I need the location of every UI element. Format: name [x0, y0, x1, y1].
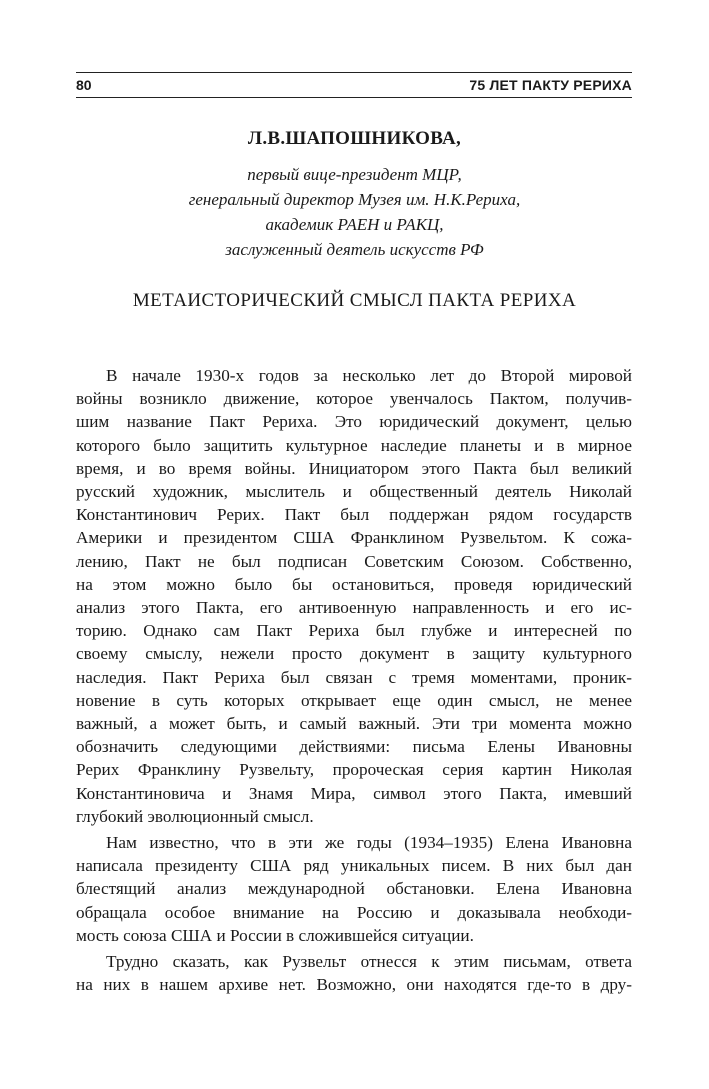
text-line: Константинович Рерих. Пакт был поддержан рядом государств	[76, 505, 632, 525]
paragraph	[76, 364, 632, 828]
text-line: В начале 1930-х годов за несколько лет до Второй мировой	[106, 366, 632, 385]
text-line: шим название Пакт Рериха. Это юридический документ, целью	[76, 412, 632, 432]
text-line: новение в суть которых открывает еще один смысл, не менее	[76, 690, 632, 710]
author-roles	[0, 162, 709, 262]
author-role: первый вице-президент МЦР,	[247, 165, 462, 184]
page-number: 80	[76, 77, 92, 93]
text-line: торию. Однако сам Пакт Рериха был глубже и интересней по	[76, 621, 632, 641]
author-role: генеральный директор Музея им. Н.К.Рериха,	[188, 190, 521, 209]
text-line: обозначить следующими действиями: письма Елены Ивановны	[76, 737, 632, 757]
running-title: 75 ЛЕТ ПАКТУ РЕРИХА	[469, 77, 632, 93]
running-header	[76, 72, 632, 98]
text-line: наследия. Пакт Рериха был связан с тремя моментами, проник-	[76, 667, 632, 687]
text-line: важный, а может быть, и самый важный. Эти три момента можно	[76, 714, 632, 734]
text-line: русский художник, мыслитель и общественный деятель Николай	[76, 482, 632, 502]
text-line: войны возникло движение, которое увенчалось Пактом, получив-	[76, 389, 632, 409]
text-line: глубокий эволюционный смысл.	[76, 806, 314, 826]
text-line: лению, Пакт не был подписан Советским Союзом. Собственно,	[76, 551, 632, 571]
text-line: время, и во время войны. Инициатором этого Пакта был великий	[76, 458, 632, 478]
text-line: своему смыслу, нежели просто документ в защиту культурного	[76, 644, 632, 664]
text-line: написала президенту США ряд уникальных писем. В них был дан	[76, 856, 632, 876]
text-line: на этом можно было бы остановиться, проведя юридический	[76, 574, 632, 594]
text-line: мость союза США и России в сложившейся ситуации.	[76, 925, 474, 945]
text-line: Рерих Франклину Рузвельту, пророческая серия картин Николая	[76, 760, 632, 780]
paragraph	[76, 950, 632, 996]
text-line: обращала особое внимание на Россию и доказывала необходи-	[76, 902, 632, 922]
text-line: на них в нашем архиве нет. Возможно, они находятся где-то в дру-	[76, 975, 632, 995]
text-line: блестящий анализ международной обстановки. Елена Ивановна	[76, 879, 632, 899]
text-line: Трудно сказать, как Рузвельт отнесся к этим письмам, ответа	[106, 952, 632, 972]
author-role: заслуженный деятель искусств РФ	[225, 240, 484, 259]
text-line: которого было защитить культурное наследие планеты и в мирное	[76, 435, 632, 455]
text-line: Америки и президентом США Франклином Рузвельтом. К сожа-	[76, 528, 632, 548]
text-line: Нам известно, что в эти же годы (1934–1935) Елена Ивановна	[106, 833, 632, 853]
article-title: МЕТАИСТОРИЧЕСКИЙ СМЫСЛ ПАКТА РЕРИХА	[132, 290, 577, 311]
text-line: анализ этого Пакта, его антивоенную направленность и его ис-	[76, 598, 632, 618]
author-role: академик РАЕН и РАКЦ,	[265, 215, 444, 234]
article-body	[76, 364, 632, 996]
author-name: Л.В.ШАПОШНИКОВА,	[247, 128, 462, 149]
text-line: Константиновича и Знамя Мира, символ этого Пакта, имевший	[76, 783, 632, 803]
paragraph	[76, 831, 632, 947]
